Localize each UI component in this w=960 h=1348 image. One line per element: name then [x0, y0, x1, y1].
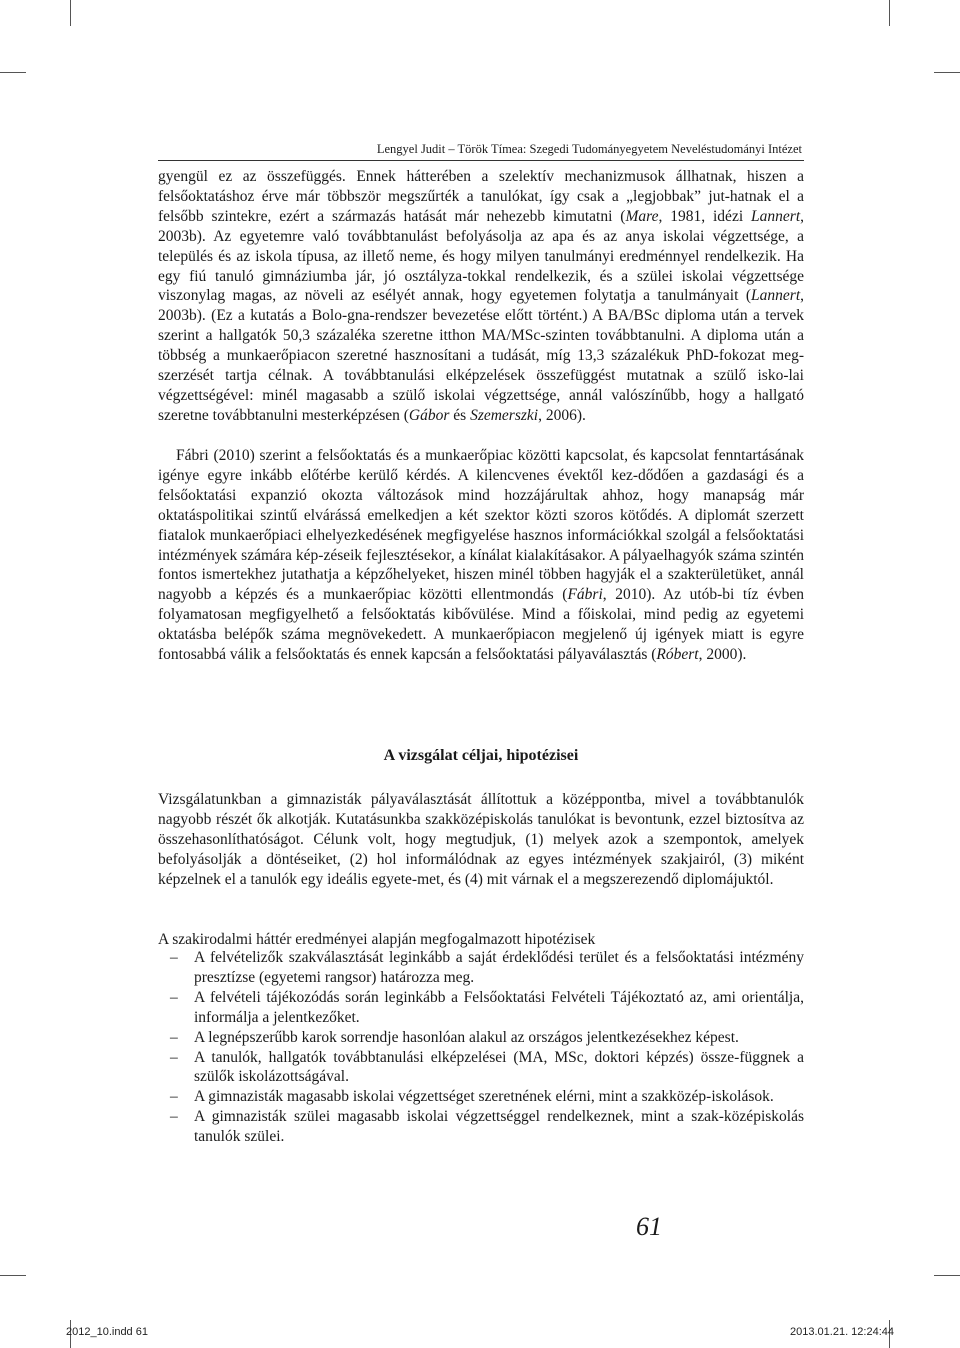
- footer-file-info: 2012_10.indd 61: [66, 1326, 148, 1338]
- paragraph-3-text: Vizsgálatunkban a gimnazisták pályaválasztását állítottuk a középpontba, mivel a továbbtanulók nagyobb részét ők alkotják. Kutatásunkba szakközépiskolás tanulókat is bevontunk, ezzel biztosítva az összehasonlíthatóságot. Célunk volt, hogy megtudjuk, (1) melyek azok a szempontok, amelyek befolyásolják a döntéseiket, (2) hol informálódnak az egyes intézmények szakjairól, (3) miként képzelnek el a tanulók egy ideális egyete-met, és (4) mit várnak el a megszerezendő diplomájuktól.: [158, 791, 804, 888]
- paragraph-1-text: [158, 167, 804, 426]
- paragraph-2-block: [158, 446, 804, 665]
- list-item: [158, 1028, 804, 1048]
- text-run: , 2006).: [538, 406, 586, 424]
- list-dash: –: [170, 949, 178, 966]
- list-item: [158, 1087, 804, 1107]
- text-run: gyengül ez az összefüggés. Ennek hátterében a szelektív mechanizmusok állhatnak, hiszen a felsőoktatáshoz érve már többször megszűrték a tanulókat, így csak a „legjobbak” jut-hatnak el a felsőbb szintekre, ezért a származás hatását már nehezebb kimutatni (: [158, 168, 804, 225]
- text-run: és: [449, 406, 471, 424]
- list-item-text: A legnépszerűbb karok sorrendje hasonlóan alakul az országos jelentkezésekhez képest.: [194, 1028, 739, 1046]
- hypotheses-intro: A szakirodalmi háttér eredményei alapján megfogalmazott hipotézisek: [158, 931, 596, 948]
- list-dash: –: [170, 988, 178, 1006]
- citation-author: Róbert: [656, 646, 699, 664]
- citation-author: Fábri: [567, 586, 603, 604]
- list-item: [158, 1048, 804, 1088]
- header-rule: [158, 160, 804, 161]
- list-item-text: A tanulók, hallgatók továbbtanulási elképzelései (MA, MSc, doktori képzés) össze-függnek a szülők iskolázottságával.: [194, 1048, 804, 1086]
- paragraph-2-text: [158, 446, 804, 665]
- crop-mark: [0, 1275, 26, 1276]
- citation-author: Gábor: [408, 406, 450, 424]
- text-run: , 2000).: [698, 646, 747, 664]
- list-dash: –: [170, 1108, 178, 1126]
- citation-author: Lannert: [751, 287, 801, 305]
- list-item: [158, 948, 804, 988]
- crop-mark: [889, 0, 890, 26]
- list-dash: –: [170, 1088, 178, 1106]
- text-run: Fábri (2010) szerint a felsőoktatás és a munkaerőpiac közötti kapcsolat, és kapcsolat fenntartásának igénye egyre inkább előtérbe kerülő kérdés. A kilencvenes évektől kez-dődően a gazdasági és a felsőoktatási expanzió okozta változások mind hozzájárultak ahhoz, hogy manapság már oktatáspolitikai szintű elvárássá emelkedjen a két szektor közti szoros kötődés. A diplomát szerzett fiatalok munkaerőpiaci elhelyezkedésének megfigyelése hasznos információkkal szolgál a felsőoktatási intézmények számára kép-zéseik fejlesztésekor, a kínálat kialakításakor. A pályaelhagyók száma szintén fontos ismertekhez jutathatja a képzőhelyeket, hiszen minél többen hagyják el a szakterületüket, annál nagyobb a képzés és a munkaerőpiac közötti ellentmondás (: [158, 447, 804, 604]
- text-run: , 2010). Az utób-bi tíz évben folyamatosan megfigyelhető a felsőoktatás kibővülése. Mind a főiskolai, mind pedig az egyetemi oktatásba belépők száma megnövekedett. A munkaerőpiacon megjelenő új igények miatt is egyre fontosabbá válik a felsőoktatás és ennek kapcsán a felsőoktatási pályaválasztás (: [158, 586, 805, 664]
- list-item-text: A felvételi tájékozódás során leginkább a Felsőoktatási Felvételi Tájékoztató az, ami orientálja, informálja a jelentkezőket.: [194, 988, 804, 1026]
- running-header: Lengyel Judit – Török Tímea: Szegedi Tudományegyetem Neveléstudományi Intézet: [376, 142, 802, 156]
- list-item: [158, 1107, 804, 1147]
- crop-mark: [0, 72, 26, 73]
- crop-mark: [934, 1275, 960, 1276]
- paragraph-1: [158, 167, 804, 426]
- list-dash: –: [170, 1028, 178, 1046]
- text-run: , 2003b). Az egyetemre való továbbtanulást befolyásolja az apa és az anya iskolai végzettsége, a település és az iskola típusa, az illető neme, és hogy milyen tanulmányi eredménnyel rendelkezik. Ha egy fiú tanuló gimnáziumba jár, jó osztályza-tokkal rendelkezik, és a szülei iskolai végzettsége viszonylag magas, az növeli az esélyét annak, hogy egyetemen folytatja a tanulmányait (: [158, 207, 804, 305]
- paragraph-3-block: [158, 790, 804, 890]
- crop-mark: [934, 72, 960, 73]
- citation-author: Mare: [625, 207, 659, 225]
- list-item-text: A felvételizők szakválasztását leginkább a saját érdeklődési terület és a felsőoktatási intézmény presztízse (egyetemi rangsor) határozza meg.: [194, 949, 804, 986]
- citation-author: Lannert: [751, 207, 801, 225]
- footer-timestamp: 2013.01.21. 12:24:44: [790, 1326, 894, 1338]
- crop-mark: [70, 0, 71, 26]
- page-number: 61: [636, 1212, 662, 1241]
- list-item-text: A gimnazisták szülei magasabb iskolai végzettséggel rendelkeznek, mint a szak-középiskolás tanulók szülei.: [194, 1108, 804, 1146]
- hypotheses-list: [158, 948, 804, 1147]
- text-run: , 1981, idézi: [658, 207, 752, 225]
- text-run: , 2003b). (Ez a kutatás a Bolo-gna-rendszer bevezetése előtt történt.) A BA/BSc diploma után a tervek szerint a hallgatók 50,3 százaléka szeretne itthon MA/MSc-szinten továbbtanulni. A diploma után a többség a munkaerőpiacon szeretné hasznosítani a tudását, míg 13,3 százalékuk PhD-fokozat meg-szerzését tartja célnak. A továbbtanulási elképzelések összefüggést mutatnak a szülő isko-lai végzettségével: minél magasabb a szülő iskolai végzettsége, annál valószínűbb, hogy a hallgató szeretne továbbtanulni mesterképzésen (: [158, 287, 804, 424]
- citation-author: Szemerszki: [470, 406, 539, 424]
- list-dash: –: [170, 1048, 178, 1066]
- list-item: [158, 988, 804, 1028]
- section-heading: A vizsgálat céljai, hipotézisei: [383, 747, 579, 764]
- list-item-text: A gimnazisták magasabb iskolai végzettséget szeretnének elérni, mint a szakközép-iskolások.: [194, 1088, 774, 1106]
